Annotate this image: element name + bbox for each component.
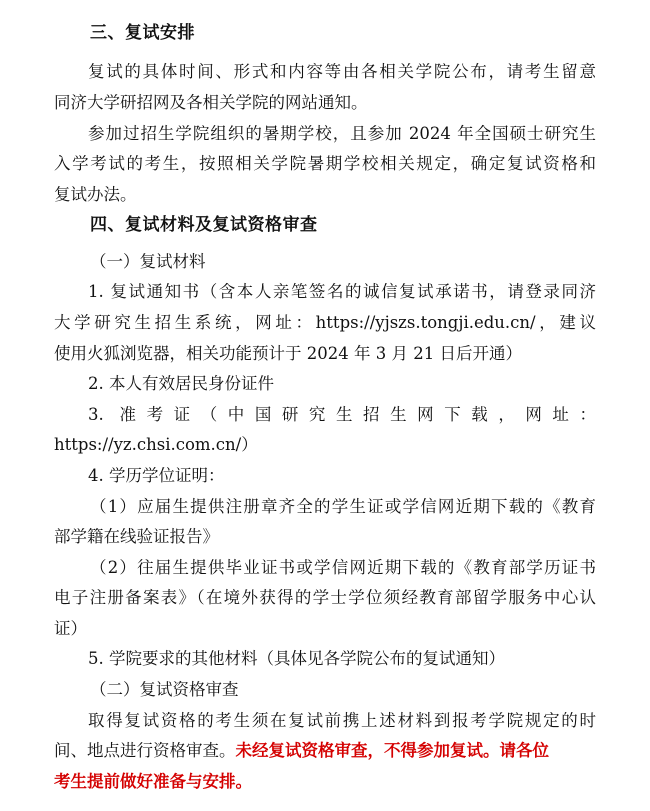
review-warning-text: 未经复试资格审查，不得参加复试。请各位 xyxy=(235,741,549,760)
section-3-paragraph-1-line-1: 复试的具体时间、形式和内容等由各相关学院公布，请考生留意 xyxy=(88,62,596,81)
section-3-paragraph-2-line-1: 参加过招生学院组织的暑期学校，且参加 2024 年全国硕士研究生 xyxy=(88,124,596,143)
item-1-line-1: 1. 复试通知书（含本人亲笔签名的诚信复试承诺书，请登录同济 xyxy=(88,282,596,301)
item-1-line-3: 使用火狐浏览器，相关功能预计于 2024 年 3 月 21 日后开通） xyxy=(54,344,522,363)
item-4a-line-1: （1）应届生提供注册章齐全的学生证或学信网近期下载的《教育 xyxy=(90,497,596,516)
section-4-heading: 四、复试材料及复试资格审查 xyxy=(90,215,318,235)
section-3-paragraph-1-line-2: 同济大学研招网及各相关学院的网站通知。 xyxy=(54,93,368,112)
subsection-1-title: （一）复试材料 xyxy=(90,252,206,271)
item-3-line-1: 3. 准考证（中国研究生招生网下载，网址： xyxy=(88,405,596,424)
subsection-2-title: （二）复试资格审查 xyxy=(90,680,239,699)
section-3-paragraph-2-line-2: 入学考试的考生，按照相关学院暑期学校相关规定，确定复试资格和 xyxy=(54,154,596,173)
review-warning-line-3: 考生提前做好准备与安排。 xyxy=(54,772,252,791)
section-3-paragraph-2-line-3: 复试办法。 xyxy=(54,185,137,204)
review-paragraph-line-1: 取得复试资格的考生须在复试前携上述材料到报考学院规定的时 xyxy=(88,711,596,730)
item-3-line-2: https://yz.chsi.com.cn/） xyxy=(54,435,258,454)
item-2: 2. 本人有效居民身份证件 xyxy=(88,374,274,393)
review-paragraph-line-2 xyxy=(54,740,596,762)
item-4b-line-1: （2）往届生提供毕业证书或学信网近期下载的《教育部学历证书 xyxy=(90,558,596,577)
section-3-heading: 三、复试安排 xyxy=(90,23,195,43)
item-4b-line-2: 电子注册备案表》（在境外获得的学士学位须经教育部留学服务中心认 xyxy=(54,588,596,607)
item-4b-line-3: 证） xyxy=(54,619,87,638)
item-4: 4. 学历学位证明： xyxy=(88,466,225,485)
item-1-line-2: 大学研究生招生系统，网址：https://yjszs.tongji.edu.cn/，建议 xyxy=(54,313,596,332)
item-4a-line-2: 部学籍在线验证报告》 xyxy=(54,527,219,546)
item-5: 5. 学院要求的其他材料（具体见各学院公布的复试通知） xyxy=(88,649,505,668)
review-paragraph-normal-text: 间、地点进行资格审查。 xyxy=(54,741,236,760)
